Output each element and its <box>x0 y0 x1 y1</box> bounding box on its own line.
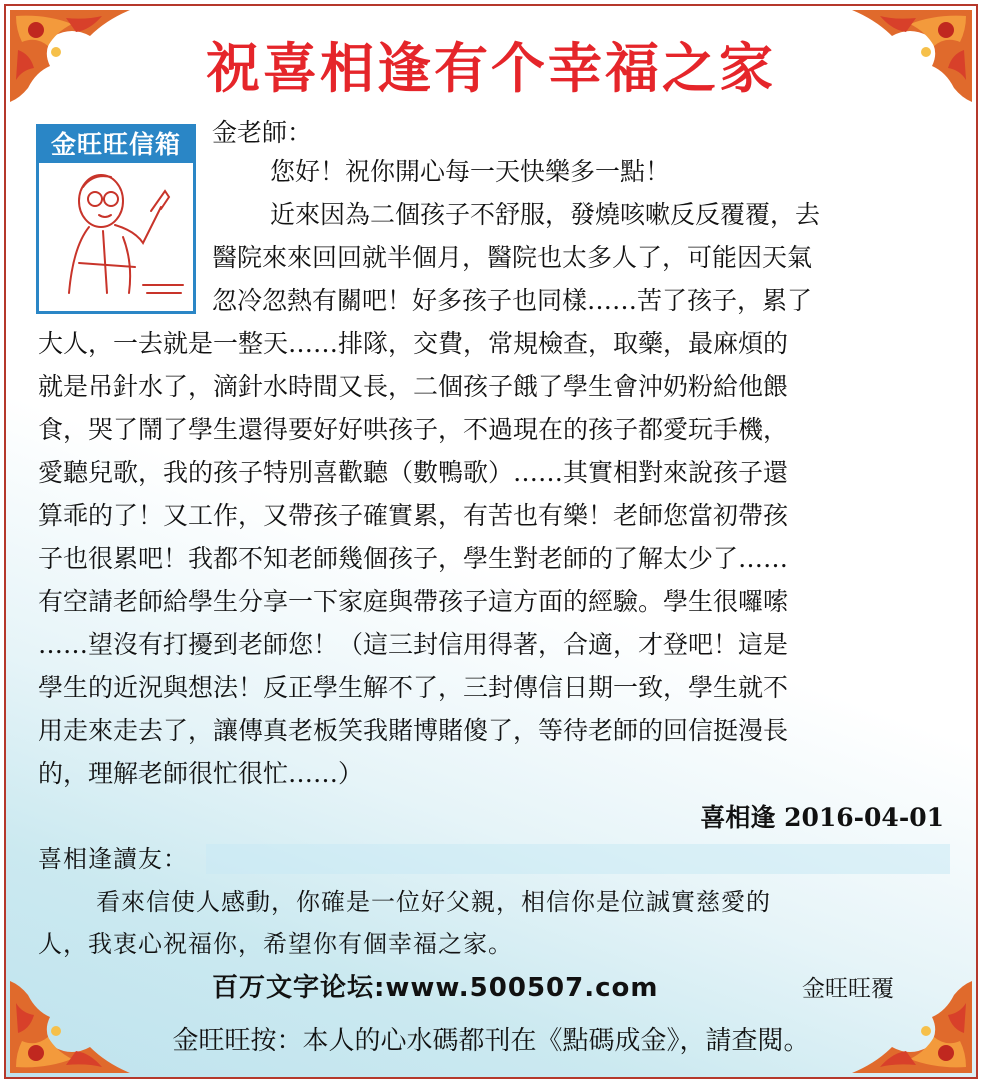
letter-line: ……望沒有打擾到老師您！（這三封信用得著，合適，才登吧！這是 <box>38 630 789 659</box>
watermark-text: 百万文字论坛:www.500507.com <box>212 973 659 1003</box>
teacher-illustration-icon <box>43 167 191 309</box>
letter-line: 食，哭了鬧了學生還得要好好哄孩子，不過現在的孩子都愛玩手機， <box>38 415 789 444</box>
reply-signature: 金旺旺覆 <box>802 976 894 1002</box>
letter-line: 子也很累吧！我都不知老師幾個孩子，學生對老師的了解太少了…… <box>38 544 789 573</box>
letter-line: 就是吊針水了，滴針水時間又長，二個孩子餓了學生會沖奶粉給他餵 <box>38 372 789 401</box>
reply-salutation: 喜相逢讀友： <box>38 845 188 873</box>
logo-label: 金旺旺信箱 <box>39 127 193 163</box>
letter-line: 大人，一去就是一整天……排隊，交費，常規檢查，取藥，最麻煩的 <box>38 329 789 358</box>
letter-line: 的，理解老師很忙很忙……） <box>38 759 364 788</box>
reply-line: 看來信使人感動，你確是一位好父親，相信你是位誠實慈愛的 <box>96 888 771 916</box>
page-title: 祝喜相逢有个幸福之家 <box>206 37 776 100</box>
letter-signature: 喜相逢 2016-04-01 <box>700 803 944 832</box>
letter-line: 學生的近況與想法！反正學生解不了，三封傳信日期一致，學生就不 <box>38 673 789 702</box>
letter-salutation: 金老師： <box>212 118 313 147</box>
letter-line: 忽冷忽熱有關吧！好多孩子也同樣……苦了孩子，累了 <box>212 286 813 315</box>
letter-line: 愛聽兒歌，我的孩子特別喜歡聽（數鴨歌）……其實相對來說孩子還 <box>38 458 789 487</box>
letter-line: 算乖的了！又工作，又帶孩子確實累，有苦也有樂！老師您當初帶孩 <box>38 501 789 530</box>
letter-line: 您好！祝你開心每一天快樂多一點！ <box>270 157 671 186</box>
mailbox-logo <box>36 124 196 314</box>
highlight-bar <box>206 844 950 874</box>
reply-line: 人，我衷心祝福你，希望你有個幸福之家。 <box>38 930 513 958</box>
letter-line: 有空請老師給學生分享一下家庭與帶孩子這方面的經驗。學生很囉嗦 <box>38 587 789 616</box>
letter-line: 醫院來來回回就半個月，醫院也太多人了，可能因天氣 <box>212 243 813 272</box>
footer-note: 金旺旺按：本人的心水碼都刊在《點碼成金》，請查閱。 <box>172 1026 810 1056</box>
letter-line: 近來因為二個孩子不舒服，發燒咳嗽反反覆覆，去 <box>270 200 821 229</box>
letter-line: 用走來走去了，讓傳真老板笑我賭博賭傻了，等待老師的回信挺漫長 <box>38 716 789 745</box>
